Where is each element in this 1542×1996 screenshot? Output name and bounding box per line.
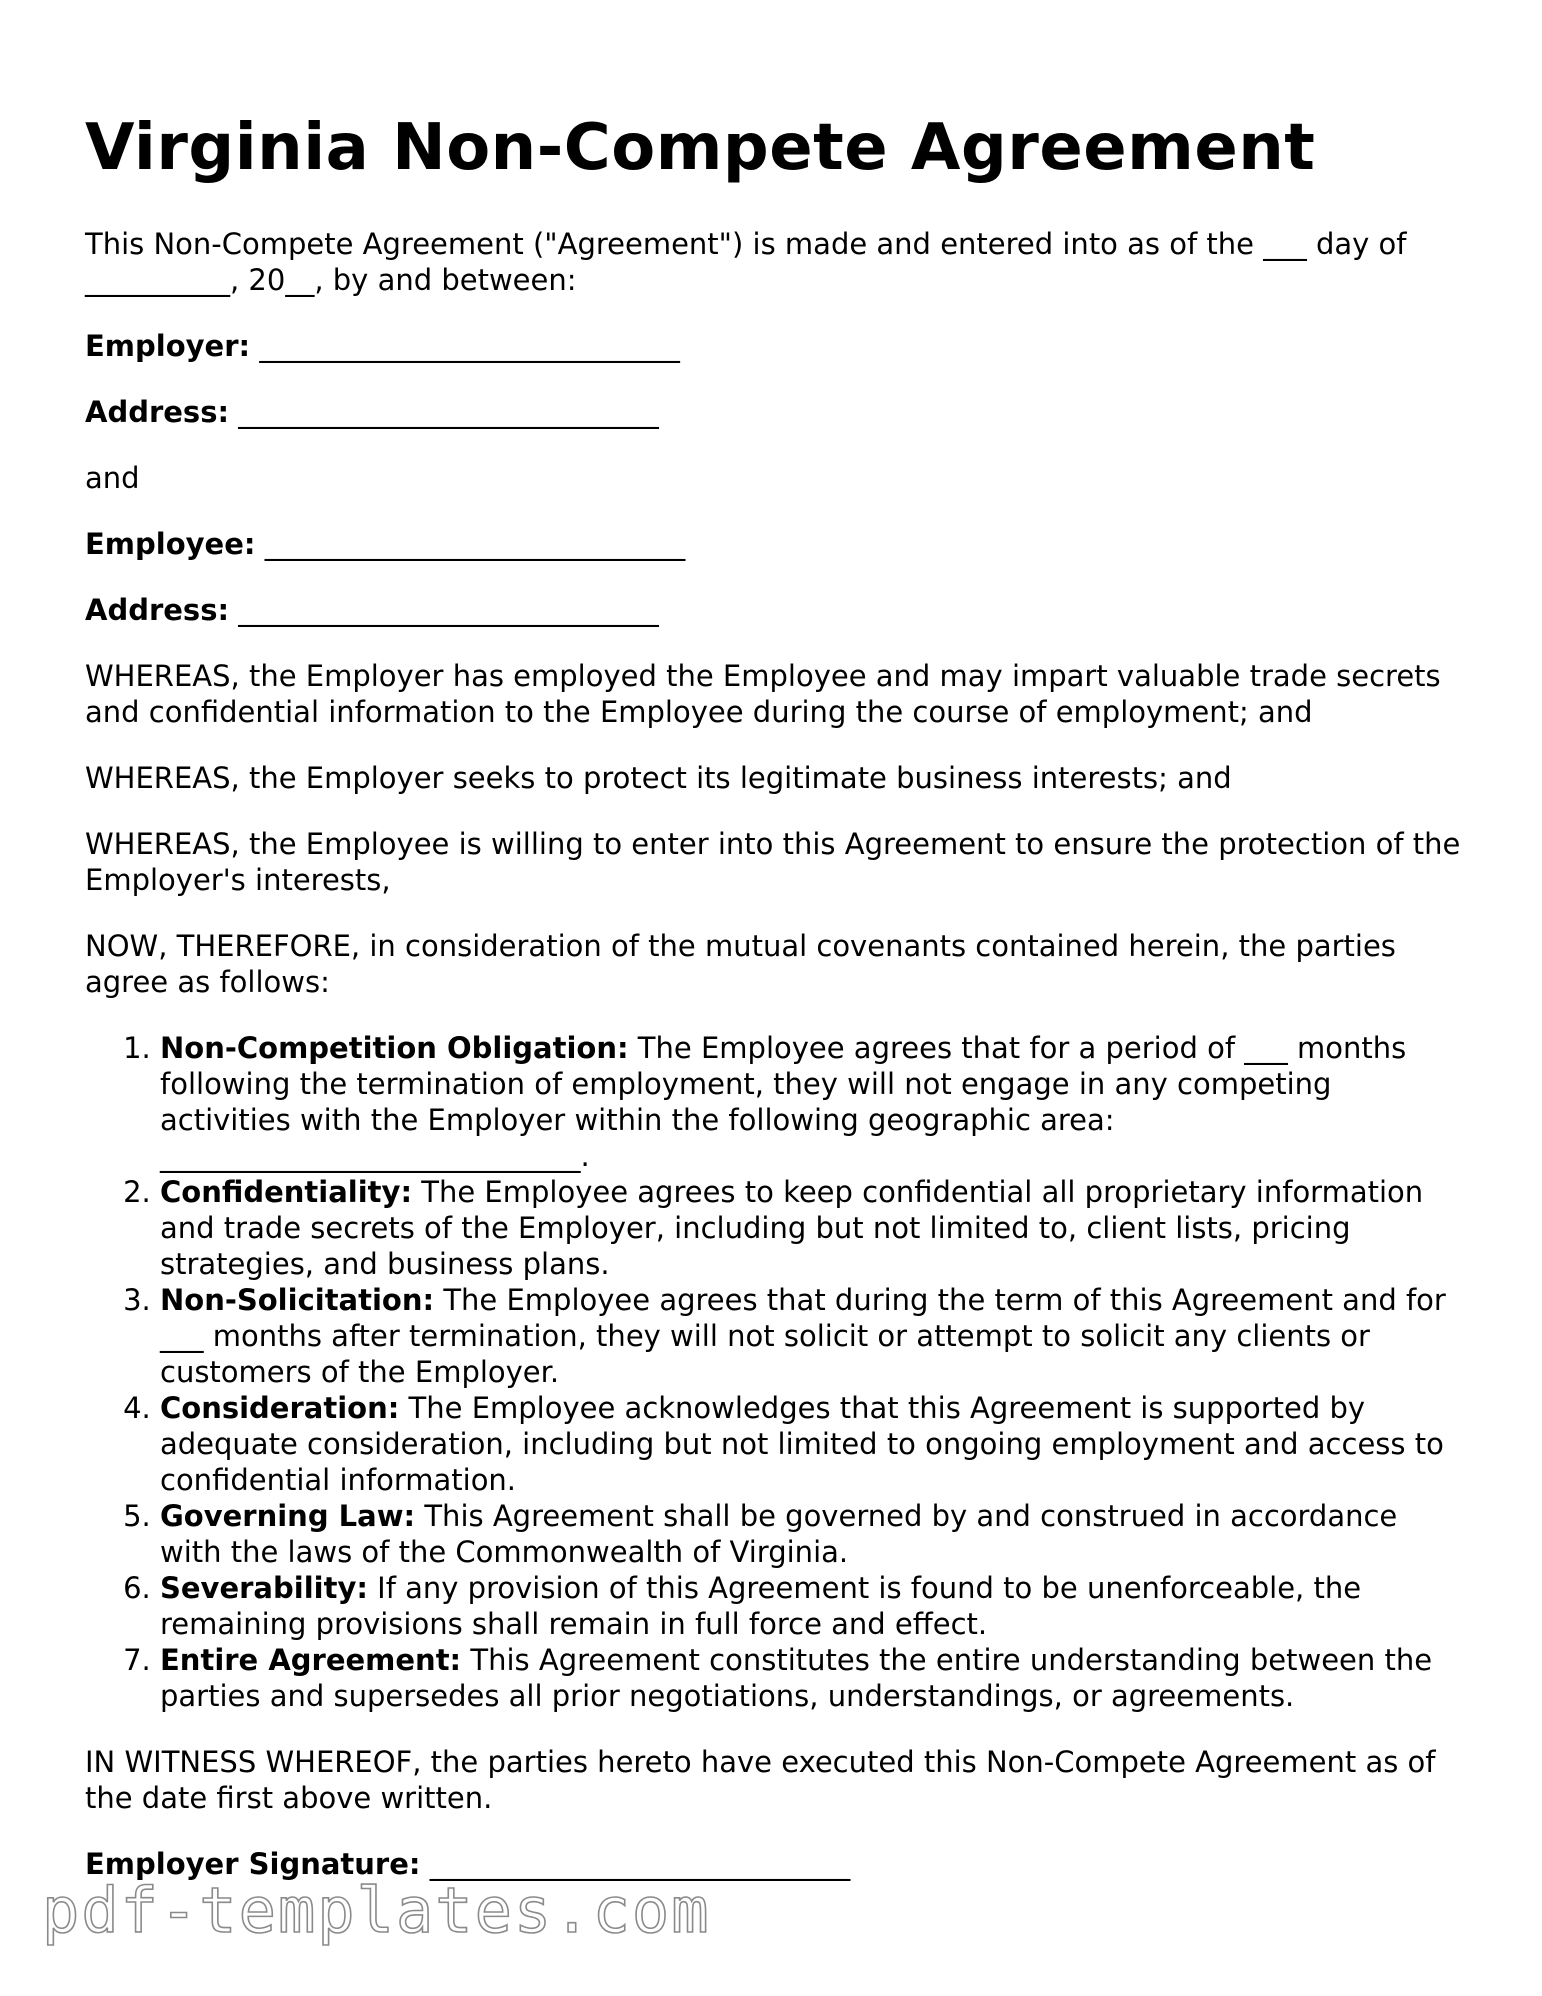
employer-signature-label: Employer Signature: <box>85 1847 421 1881</box>
term-heading: Consideration: <box>160 1391 400 1425</box>
and-text: and <box>85 461 140 495</box>
intro-paragraph: This Non-Compete Agreement ("Agreement") is made and entered into as of the ___ day of __________, 20__, by and between: <box>85 227 1407 297</box>
term-text: The Employee acknowledges that this Agreement is supported by adequate consideration, including but not limited to ongoing employment and access to confidential information. <box>160 1391 1444 1497</box>
term-heading: Non-Competition Obligation: <box>160 1031 629 1065</box>
employee-address-label: Address: <box>85 593 230 627</box>
now-therefore-paragraph: NOW, THEREFORE, in consideration of the mutual covenants contained herein, the parties agree as follows: <box>85 929 1396 999</box>
employer-address-field <box>85 394 1465 430</box>
document-page <box>85 0 1465 1882</box>
term-text: This Agreement shall be governed by and construed in accordance with the laws of the Commonwealth of Virginia. <box>160 1499 1398 1569</box>
whereas-paragraph-3: WHEREAS, the Employee is willing to enter into this Agreement to ensure the protection of the Employer's interests, <box>85 827 1461 897</box>
term-text: The Employee agrees that for a period of ___ months following the termination of employment, they will not engage in any competing activities with the Employer within the following geographic area: _____________________________. <box>160 1031 1407 1173</box>
term-text: The Employee agrees that during the term of this Agreement and for ___ months after termination, they will not solicit or attempt to solicit any clients or customers of the Employer. <box>160 1283 1446 1389</box>
term-text: If any provision of this Agreement is found to be unenforceable, the remaining provisions shall remain in full force and effect. <box>160 1571 1362 1641</box>
employee-blank: _____________________________ <box>264 527 686 561</box>
employer-blank: _____________________________ <box>259 329 680 363</box>
term-item <box>160 1282 1465 1390</box>
terms-list <box>85 1030 1465 1714</box>
term-heading: Non-Solicitation: <box>160 1283 435 1317</box>
term-item <box>160 1030 1465 1174</box>
employee-address-blank: _____________________________ <box>238 593 659 627</box>
term-text: The Employee agrees to keep confidential all proprietary information and trade secrets of the Employer, including but not limited to, client lists, pricing strategies, and business plans. <box>160 1175 1424 1281</box>
term-heading: Entire Agreement: <box>160 1643 462 1677</box>
term-item <box>160 1390 1465 1498</box>
employee-label: Employee: <box>85 527 256 561</box>
witness-paragraph: IN WITNESS WHEREOF, the parties hereto have executed this Non-Compete Agreement as of the date first above written. <box>85 1745 1436 1815</box>
term-item <box>160 1642 1465 1714</box>
term-heading: Governing Law: <box>160 1499 416 1533</box>
term-heading: Confidentiality: <box>160 1175 413 1209</box>
term-text: This Agreement constitutes the entire understanding between the parties and supersedes all prior negotiations, understandings, or agreements. <box>160 1643 1433 1713</box>
whereas-paragraph-1: WHEREAS, the Employer has employed the Employee and may impart valuable trade secrets and confidential information to the Employee during the course of employment; and <box>85 659 1441 729</box>
employee-field <box>85 526 1465 562</box>
term-item <box>160 1498 1465 1570</box>
employer-label: Employer: <box>85 329 251 363</box>
whereas-paragraph-2: WHEREAS, the Employer seeks to protect its legitimate business interests; and <box>85 761 1232 795</box>
employer-field <box>85 328 1465 364</box>
document-title: Virginia Non-Compete Agreement <box>85 111 1316 185</box>
term-heading: Severability: <box>160 1571 368 1605</box>
employer-signature-blank: _____________________________ <box>429 1847 851 1881</box>
employer-address-blank: _____________________________ <box>238 395 659 429</box>
employer-address-label: Address: <box>85 395 230 429</box>
employee-address-field <box>85 592 1465 628</box>
term-item <box>160 1174 1465 1282</box>
term-item <box>160 1570 1465 1642</box>
watermark-text: pdf-templates.com <box>42 1874 711 1947</box>
